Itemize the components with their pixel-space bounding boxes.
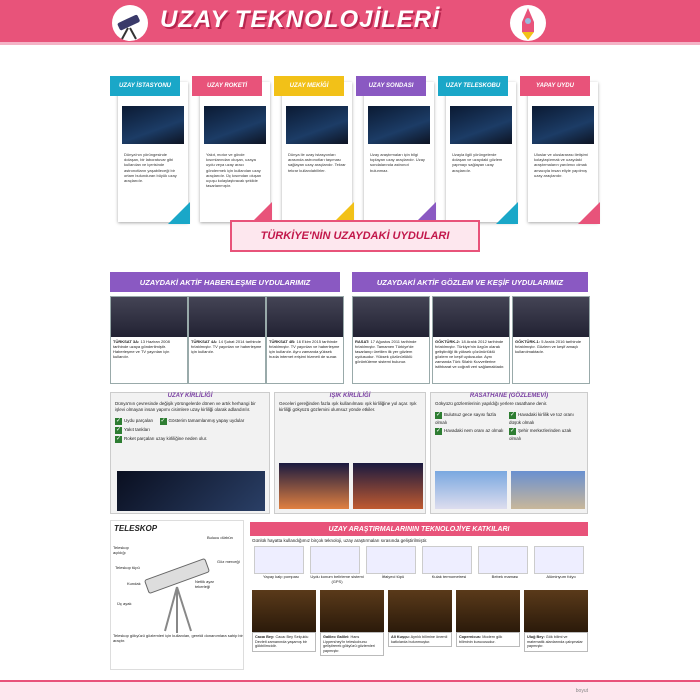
scientist-name: Cacaı Bey: <box>255 635 275 639</box>
tech-item-image <box>254 546 304 574</box>
label-eyepiece: Göz merceği <box>217 559 240 564</box>
satellite-text <box>353 337 429 366</box>
tech-item-image <box>366 546 416 574</box>
satellite-card <box>110 296 188 384</box>
tech-item-label: Alüminyum folyo <box>546 574 576 579</box>
header-banner <box>0 0 700 45</box>
tech-item <box>422 546 476 579</box>
telescope-title: TELESKOP <box>114 524 158 533</box>
scientist-name: Copernicus: <box>459 635 482 639</box>
card-image <box>450 106 512 144</box>
pollution-text: Dünya'nın çevresinde değişik yörüngelerde dönen ve artık herhangi bir işlevi olmayan insan yapımı cisimlere uzay kirliliği olarak adlandırılır. <box>115 401 256 412</box>
card-text: Uluslar ve uluslararası iletişimi kolaylaştırmak ve uzaydaki araştırmaların yardımcı olmak amacıyla insan eliyle yapılmış uzay araçlarıdır. <box>534 152 588 178</box>
space-pollution-panel <box>110 392 270 514</box>
light-pollution-panel <box>274 392 426 514</box>
satellites-ribbon: TÜRKİYE'NİN UZAYDAKİ UYDULARI <box>230 220 480 252</box>
pollution-item: Gösterim tamamlanmış yapay uydular <box>168 418 245 423</box>
satellite-image <box>111 297 187 337</box>
satellite-name: GÖKTÜRK-1: <box>515 339 541 344</box>
card-text: Dünya ile uzay istasyonları arasında astronotları taşıması sağlayan uzay araçlarıdır. Tekrar tekrar kullanılabilirler. <box>288 152 346 173</box>
pollution-item: Roket parçaları <box>124 436 155 441</box>
satellite-text <box>267 337 343 361</box>
card-3 <box>364 82 434 222</box>
comm-sat-header: UZAYDAKİ AKTİF HABERLEŞME UYDULARIMIZ <box>110 272 340 292</box>
pollution-item: Uydu parçaları <box>124 418 154 423</box>
scientist-name: Galileo Galilei: <box>323 635 350 639</box>
card-corner <box>168 202 190 224</box>
obs-image-2 <box>511 471 585 509</box>
tech-item-label: Uydu konum belirleme sistemi (GPS) <box>310 574 364 584</box>
scientist-card <box>524 590 588 652</box>
telescope-panel <box>110 520 244 670</box>
satellite-text <box>513 337 589 356</box>
scientist-image <box>320 590 384 632</box>
card-title: UZAY TELESKOBU <box>438 76 508 96</box>
light-text: Geceleri gereğinden fazla ışık kullanılması ışık kirliliğine yol açar. Işık kirliliği gökyüzü gözlemini olumsuz yönde etkiler. <box>279 401 417 412</box>
card-0 <box>118 82 188 222</box>
scientist-desc: Hans Lippershey'in teleskobunu geliştirerek gökyüzü gözlemleri yapmıştır. <box>323 635 375 653</box>
tech-item-image <box>310 546 360 574</box>
satellite-name: TÜRKSAT 4A: <box>191 339 218 344</box>
card-text: Dünya'nın yörüngesinde dolaşan, bir laboratuvar gibi kullanılan ve içerisinde astronotların yaşabileceği bir ortam bulunduran büyük uzay araçlarıdır. <box>124 152 177 184</box>
card-title: UZAY SONDASI <box>356 76 426 96</box>
card-4 <box>446 82 516 222</box>
tech-header: UZAY ARAŞTIRMALARININ TEKNOLOJİYE KATKILARI <box>250 522 588 536</box>
obs-item: Bulutsuz gece sayısı fazla olmalı <box>435 411 497 425</box>
satellite-name: RASAT: <box>355 339 370 344</box>
scientist-image <box>524 590 588 632</box>
pollution-items <box>111 414 269 445</box>
label-tripod: Üç ayak <box>117 601 132 606</box>
satellite-name: TÜRKSAT 3A: <box>113 339 140 344</box>
card-image <box>532 106 594 144</box>
tech-intro: Günlük hayatta kullandığımız birçok teknoloji, uzay araştırmaları sırasında geliştirilmiştir. <box>252 538 428 543</box>
light-title: IŞIK KİRLİLİĞİ <box>329 393 371 399</box>
card-image <box>122 106 184 144</box>
light-image-1 <box>279 463 349 509</box>
satellite-card <box>266 296 344 384</box>
obs-title: RASATHANE (GÖZLEMEVİ) <box>469 393 549 399</box>
satellite-text <box>433 337 509 371</box>
footer-bar <box>0 680 700 700</box>
satellite-image <box>433 297 509 337</box>
tech-item <box>310 546 364 584</box>
scientist-card <box>252 590 316 652</box>
pollution-item: Yakıt tankları <box>124 427 150 432</box>
tech-item <box>366 546 420 579</box>
telescope-icon <box>110 4 150 42</box>
satellite-image <box>353 297 429 337</box>
check-icon: ✓ <box>160 418 166 424</box>
tech-item-label: Yapay kalp pompası <box>263 574 299 579</box>
satellite-text <box>189 337 265 356</box>
tech-item <box>478 546 532 579</box>
scientist-text <box>320 632 384 656</box>
card-1 <box>200 82 270 222</box>
check-icon: ✓ <box>115 418 122 424</box>
tech-item-label: Kulak termometresi <box>431 574 467 579</box>
scientist-card <box>388 590 452 647</box>
satellite-name: GÖKTÜRK-2: <box>435 339 461 344</box>
satellite-desc: 5 Aralık 2016 tarihinde fırlatılmıştır. Gözlem ve keşif amaçlı kullanılmaktadır. <box>515 339 582 354</box>
scientist-text <box>524 632 588 652</box>
card-image <box>286 106 348 144</box>
card-text: Yakıt, motor ve gövde kısımlarından oluşan, uzaya uydu veya uzay aracı göndermek için kullanılan uzay araçlarıdır. Üç kısımdan oluşan uçuşu kolaylaştıracak şekilde tasarlanmıştır. <box>206 152 262 189</box>
observatory-panel <box>430 392 588 514</box>
satellite-desc: 16 Ekim 2015 tarihinde fırlatılmıştır. TV yayınları ve haberleşme için kullanılır. Aynı zamanda yüksek hızda internet erişimi hizmeti de sunar. <box>269 339 340 359</box>
tech-item <box>534 546 588 579</box>
card-5 <box>528 82 598 222</box>
scientist-image <box>456 590 520 632</box>
scientist-name: Ali Kuşçu: <box>391 635 410 639</box>
scientist-card <box>320 590 384 656</box>
scientist-text <box>456 632 520 647</box>
telescope-text: Teleskop gökyüzü gözlemleri için kullanılan, gerekli donanımlara sahip bir araçtır. <box>113 633 243 643</box>
scientist-card <box>456 590 520 647</box>
card-title: UZAY İSTASYONU <box>110 76 180 96</box>
tech-item <box>254 546 308 579</box>
satellite-desc: 18 Aralık 2012 tarihinde fırlatılmıştır. Türkiye'nin özgün olarak geliştirdiği ilk yüksek çözünürlüklü gözlem ve keşif uydusudur. Aynı zamanda Türk Silahlı Kuvvetlerine istihbarat ve coğrafi veri sağlamaktadır. <box>435 339 505 369</box>
satellite-name: TÜRKSAT 4B: <box>269 339 296 344</box>
check-icon: ✓ <box>509 427 516 434</box>
scientist-name: Uluğ Bey: <box>527 635 545 639</box>
satellite-desc: 14 Şubat 2014 tarihinde fırlatılmıştır. TV yayınları ve haberleşme için kullanılır. <box>191 339 262 354</box>
tech-item-image <box>478 546 528 574</box>
satellite-card <box>432 296 510 384</box>
satellite-card <box>188 296 266 384</box>
obs-items <box>431 409 587 445</box>
obs-image-1 <box>435 471 507 509</box>
check-icon: ✓ <box>435 411 442 418</box>
obs-item: Şehir merkezlerinden uzak olmalı <box>509 427 572 441</box>
label-finder: Bulucu dürbün <box>207 535 233 540</box>
card-title: UZAY MEKİĞİ <box>274 76 344 96</box>
obs-sat-header: UZAYDAKİ AKTİF GÖZLEM VE KEŞİF UYDULARIMIZ <box>352 272 588 292</box>
obs-item: Havadaki nem oranı az olmalı <box>444 427 504 433</box>
rocket-icon <box>508 4 548 42</box>
pollution-image <box>117 471 265 511</box>
card-2 <box>282 82 352 222</box>
satellite-desc: 13 Haziran 2008 tarihinde uzaya gönderilmiştir. Haberleşme ve TV yayınları için kullanılır. <box>113 339 170 359</box>
card-corner <box>496 202 518 224</box>
obs-item: Havadaki kirlilik ve toz oranı düşük olmalı <box>509 411 574 425</box>
label-tube: Teleskop tüpü <box>115 565 140 570</box>
card-title: UZAY ROKETİ <box>192 76 262 96</box>
label-aperture: Teleskop açıklığı <box>113 545 129 555</box>
scientist-desc: Modern gök biliminin kurucusudur. <box>459 635 503 644</box>
tech-item-label: İtfaiyeci tüpü <box>381 574 405 579</box>
check-icon: ✓ <box>509 411 516 418</box>
footer-brand: boyut <box>575 688 588 694</box>
tech-item-image <box>534 546 584 574</box>
light-image-2 <box>353 463 423 509</box>
card-corner <box>578 202 600 224</box>
label-focus: Netlik ayar tekerleği <box>195 579 214 589</box>
satellite-image <box>513 297 589 337</box>
page-title: UZAY TEKNOLOJİLERİ <box>160 6 440 33</box>
satellite-text <box>111 337 187 361</box>
scientist-image <box>388 590 452 632</box>
telescope-diagram-icon <box>141 543 221 635</box>
scientist-text <box>388 632 452 647</box>
card-image <box>204 106 266 144</box>
scientist-desc: Cacaı Bey Selçuklu Devleti zamanında yaşamış bir gökbilimcidir. <box>255 635 309 649</box>
satellite-image <box>189 297 265 337</box>
pollution-note: uzay kirliliğine neden olur. <box>155 436 208 441</box>
scientist-text <box>252 632 316 652</box>
card-text: Uzayla ilgili yörüngelerde dolaşan ve uzaydaki gözlem yapmayı sağlayan uzay araçlarıdır. <box>452 152 503 173</box>
label-mount: Kundak <box>127 581 141 586</box>
check-icon: ✓ <box>435 427 442 434</box>
scientist-image <box>252 590 316 632</box>
satellite-card <box>352 296 430 384</box>
obs-text: Gökyüzü gözlemlerinin yapıldığı yerlere rasathane denir. <box>435 401 548 406</box>
card-image <box>368 106 430 144</box>
check-icon: ✓ <box>115 427 122 433</box>
satellite-desc: 17 Ağustos 2011 tarihinde fırlatılmıştır. Tamamen Türkiye'de tasarlanıp üretilen ilk yer gözlem uydusudur. Yüksek çözünürlüklü görüntüleme sistemi bulunur. <box>355 339 417 364</box>
scientist-desc: Gök bilimi ve matematik alanlarında çalışmalar yapmıştır. <box>527 635 583 649</box>
tech-item-image <box>422 546 472 574</box>
pollution-title: UZAY KİRLİLİĞİ <box>167 393 213 399</box>
satellite-card <box>512 296 590 384</box>
check-icon: ✓ <box>115 436 122 442</box>
card-text: Uzay araştırmaları için bilgi toplayan uzay araçlarıdır. Uzay sondalarında astronot bulunmaz. <box>370 152 425 173</box>
satellite-image <box>267 297 343 337</box>
card-title: YAPAY UYDU <box>520 76 590 96</box>
scientist-desc: Ayrılık bilimine önemli katkılarda bulunmuştur. <box>391 635 448 644</box>
tech-item-label: Bebek maması <box>491 574 519 579</box>
